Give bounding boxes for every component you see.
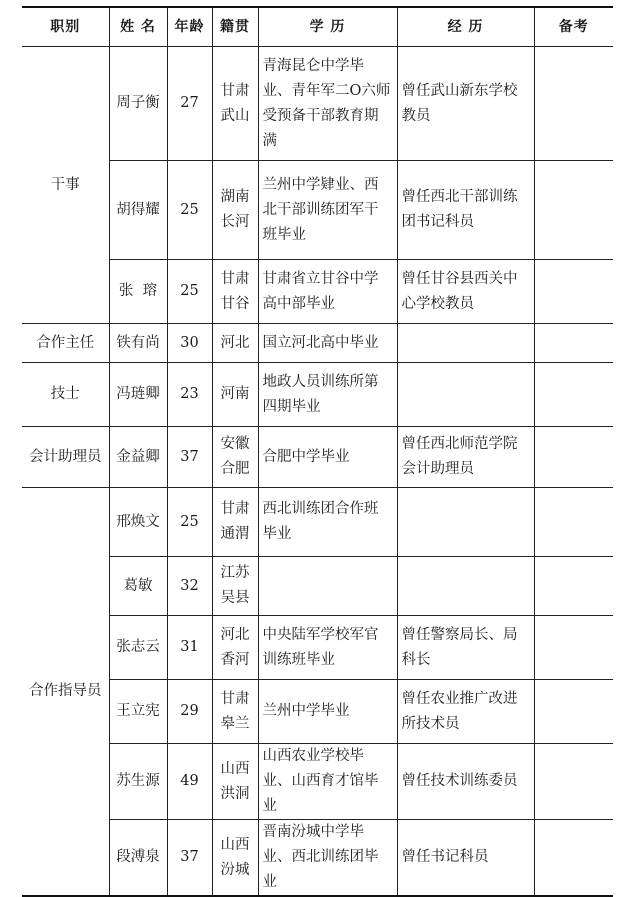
- remarks-cell: [534, 363, 613, 427]
- header-row: [22, 7, 613, 47]
- table-row: [22, 161, 613, 260]
- table-row: [22, 324, 613, 363]
- age-cell: 31: [167, 616, 212, 680]
- native-cell: 河北 香河: [212, 616, 258, 680]
- personnel-table-wrapper: [22, 6, 613, 897]
- table-row: [22, 557, 613, 616]
- age-cell: 25: [167, 161, 212, 260]
- name-cell: 冯琏卿: [109, 363, 167, 427]
- name-cell: 王立宪: [109, 680, 167, 744]
- remarks-cell: [534, 161, 613, 260]
- header-remarks: 备考: [534, 7, 613, 47]
- table-row: [22, 680, 613, 744]
- role-cell: 合作主任: [22, 324, 109, 363]
- experience-cell: [397, 488, 534, 557]
- remarks-cell: [534, 744, 613, 820]
- remarks-cell: [534, 427, 613, 488]
- education-cell: 中央陆军学校军官训练班毕业: [258, 616, 397, 680]
- native-cell: 山西 洪洞: [212, 744, 258, 820]
- experience-cell: 曾任西北干部训练团书记科员: [397, 161, 534, 260]
- role-cell: 干事: [22, 47, 109, 324]
- personnel-table: [22, 6, 613, 897]
- name-cell: 周子衡: [109, 47, 167, 161]
- education-cell: 国立河北高中毕业: [258, 324, 397, 363]
- remarks-cell: [534, 260, 613, 324]
- age-cell: 37: [167, 427, 212, 488]
- table-row: [22, 820, 613, 897]
- name-cell: 邢焕文: [109, 488, 167, 557]
- remarks-cell: [534, 47, 613, 161]
- education-cell: 合肥中学毕业: [258, 427, 397, 488]
- name-cell: 金益卿: [109, 427, 167, 488]
- age-cell: 25: [167, 488, 212, 557]
- header-experience: 经 历: [397, 7, 534, 47]
- native-cell: 湖南 长河: [212, 161, 258, 260]
- name-cell: 张 瑢: [109, 260, 167, 324]
- experience-cell: 曾任农业推广改进所技术员: [397, 680, 534, 744]
- education-cell: 青海昆仑中学毕业、青年军二O六师受预备干部教育期满: [258, 47, 397, 161]
- education-cell: 山西农业学校毕业、山西育才馆毕业: [258, 744, 397, 820]
- role-cell: 技士: [22, 363, 109, 427]
- experience-cell: 曾任甘谷县西关中心学校教员: [397, 260, 534, 324]
- name-cell: 苏生源: [109, 744, 167, 820]
- age-cell: 27: [167, 47, 212, 161]
- table-row: [22, 363, 613, 427]
- table-row: [22, 744, 613, 820]
- role-cell: 合作指导员: [22, 488, 109, 897]
- table-row: [22, 260, 613, 324]
- name-cell: 段溥泉: [109, 820, 167, 897]
- table-row: [22, 47, 613, 161]
- remarks-cell: [534, 488, 613, 557]
- table-row: [22, 427, 613, 488]
- experience-cell: 曾任警察局长、局科长: [397, 616, 534, 680]
- experience-cell: 曾任书记科员: [397, 820, 534, 897]
- remarks-cell: [534, 324, 613, 363]
- header-native: 籍贯: [212, 7, 258, 47]
- remarks-cell: [534, 557, 613, 616]
- header-role: 职别: [22, 7, 109, 47]
- education-cell: 兰州中学肄业、西北干部训练团军干班毕业: [258, 161, 397, 260]
- education-cell: 西北训练团合作班毕业: [258, 488, 397, 557]
- native-cell: 甘肃 通渭: [212, 488, 258, 557]
- age-cell: 25: [167, 260, 212, 324]
- table-row: [22, 488, 613, 557]
- native-cell: 河北: [212, 324, 258, 363]
- header-education: 学 历: [258, 7, 397, 47]
- native-cell: 安徽 合肥: [212, 427, 258, 488]
- header-age: 年龄: [167, 7, 212, 47]
- table-body: [22, 47, 613, 897]
- native-cell: 江苏 吴县: [212, 557, 258, 616]
- age-cell: 49: [167, 744, 212, 820]
- experience-cell: 曾任技术训练委员: [397, 744, 534, 820]
- native-cell: 山西 汾城: [212, 820, 258, 897]
- name-cell: 葛敏: [109, 557, 167, 616]
- name-cell: 铁有尚: [109, 324, 167, 363]
- native-cell: 甘肃 甘谷: [212, 260, 258, 324]
- role-cell: 会计助理员: [22, 427, 109, 488]
- native-cell: 甘肃 武山: [212, 47, 258, 161]
- age-cell: 32: [167, 557, 212, 616]
- experience-cell: 曾任武山新东学校教员: [397, 47, 534, 161]
- native-cell: 河南: [212, 363, 258, 427]
- education-cell: 地政人员训练所第四期毕业: [258, 363, 397, 427]
- experience-cell: 曾任西北师范学院会计助理员: [397, 427, 534, 488]
- age-cell: 30: [167, 324, 212, 363]
- education-cell: 兰州中学毕业: [258, 680, 397, 744]
- table-row: [22, 616, 613, 680]
- name-cell: 胡得耀: [109, 161, 167, 260]
- name-cell: 张志云: [109, 616, 167, 680]
- remarks-cell: [534, 616, 613, 680]
- age-cell: 29: [167, 680, 212, 744]
- age-cell: 37: [167, 820, 212, 897]
- remarks-cell: [534, 680, 613, 744]
- experience-cell: [397, 324, 534, 363]
- education-cell: [258, 557, 397, 616]
- header-name: 姓 名: [109, 7, 167, 47]
- education-cell: 晋南汾城中学毕业、西北训练团毕业: [258, 820, 397, 897]
- age-cell: 23: [167, 363, 212, 427]
- remarks-cell: [534, 820, 613, 897]
- education-cell: 甘肃省立甘谷中学高中部毕业: [258, 260, 397, 324]
- experience-cell: [397, 363, 534, 427]
- native-cell: 甘肃 皋兰: [212, 680, 258, 744]
- experience-cell: [397, 557, 534, 616]
